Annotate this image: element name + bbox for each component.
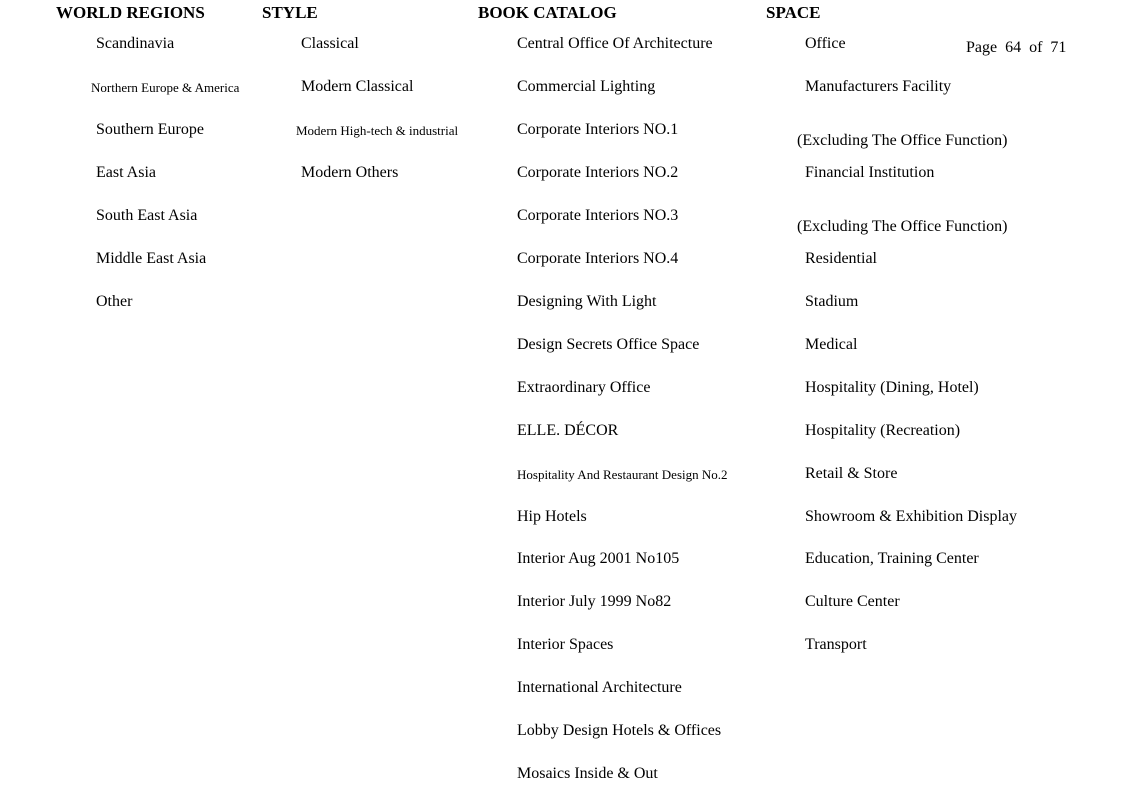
region-link-southern-europe[interactable]: Southern Europe <box>96 121 204 138</box>
space-link-medical[interactable]: Medical <box>805 336 858 353</box>
style-link-modern-others[interactable]: Modern Others <box>301 164 399 181</box>
catalog-link-corporate-interiors-4[interactable]: Corporate Interiors NO.4 <box>517 250 679 267</box>
catalog-link-elle-decor[interactable]: ELLE. DÉCOR <box>517 422 619 439</box>
space-link-hospitality-recreation[interactable]: Hospitality (Recreation) <box>805 422 961 439</box>
heading-style: STYLE <box>262 3 318 22</box>
space-link-residential[interactable]: Residential <box>805 250 877 267</box>
region-link-northern-europe-america[interactable]: Northern Europe & America <box>91 80 240 95</box>
page-number: Page 64 of 71 <box>966 39 1067 56</box>
space-link-transport[interactable]: Transport <box>805 636 867 653</box>
space-link-culture-center[interactable]: Culture Center <box>805 593 900 610</box>
heading-book-catalog: BOOK CATALOG <box>478 3 617 22</box>
space-link-financial-institution[interactable]: Financial Institution <box>805 164 935 181</box>
space-note-excluding-office-1: (Excluding The Office Function) <box>797 132 1008 149</box>
catalog-link-interior-july-1999[interactable]: Interior July 1999 No82 <box>517 593 672 610</box>
space-link-stadium[interactable]: Stadium <box>805 293 859 310</box>
region-link-south-east-asia[interactable]: South East Asia <box>96 207 198 224</box>
space-link-retail-store[interactable]: Retail & Store <box>805 465 898 482</box>
region-link-east-asia[interactable]: East Asia <box>96 164 156 181</box>
catalog-link-design-secrets-office-space[interactable]: Design Secrets Office Space <box>517 336 700 353</box>
catalog-link-interior-aug-2001[interactable]: Interior Aug 2001 No105 <box>517 550 680 567</box>
catalog-link-corporate-interiors-3[interactable]: Corporate Interiors NO.3 <box>517 207 679 224</box>
region-link-scandinavia[interactable]: Scandinavia <box>96 35 175 52</box>
region-link-middle-east-asia[interactable]: Middle East Asia <box>96 250 207 267</box>
space-link-office[interactable]: Office <box>805 35 846 52</box>
catalog-link-hip-hotels[interactable]: Hip Hotels <box>517 508 587 525</box>
heading-world-regions: WORLD REGIONS <box>56 3 205 22</box>
style-link-modern-classical[interactable]: Modern Classical <box>301 78 414 95</box>
space-link-manufacturers-facility[interactable]: Manufacturers Facility <box>805 78 952 95</box>
catalog-link-lobby-design-hotels-offices[interactable]: Lobby Design Hotels & Offices <box>517 722 722 739</box>
catalog-link-commercial-lighting[interactable]: Commercial Lighting <box>517 78 656 95</box>
catalog-link-extraordinary-office[interactable]: Extraordinary Office <box>517 379 651 396</box>
style-link-classical[interactable]: Classical <box>301 35 359 52</box>
space-note-excluding-office-2: (Excluding The Office Function) <box>797 218 1008 235</box>
catalog-link-international-architecture[interactable]: International Architecture <box>517 679 682 696</box>
catalog-link-hospitality-restaurant-design-2[interactable]: Hospitality And Restaurant Design No.2 <box>517 467 728 482</box>
catalog-link-interior-spaces[interactable]: Interior Spaces <box>517 636 614 653</box>
catalog-link-central-office-of-architecture[interactable]: Central Office Of Architecture <box>517 35 713 52</box>
space-link-hospitality-dining-hotel[interactable]: Hospitality (Dining, Hotel) <box>805 379 979 396</box>
catalog-link-mosaics-inside-out[interactable]: Mosaics Inside & Out <box>517 765 658 782</box>
catalog-link-corporate-interiors-1[interactable]: Corporate Interiors NO.1 <box>517 121 679 138</box>
catalog-link-corporate-interiors-2[interactable]: Corporate Interiors NO.2 <box>517 164 679 181</box>
style-link-modern-high-tech-industrial[interactable]: Modern High-tech & industrial <box>296 123 459 138</box>
heading-space: SPACE <box>766 3 821 22</box>
space-link-showroom-exhibition[interactable]: Showroom & Exhibition Display <box>805 508 1017 525</box>
region-link-other[interactable]: Other <box>96 293 133 310</box>
catalog-link-designing-with-light[interactable]: Designing With Light <box>517 293 657 310</box>
space-link-education-training[interactable]: Education, Training Center <box>805 550 979 567</box>
